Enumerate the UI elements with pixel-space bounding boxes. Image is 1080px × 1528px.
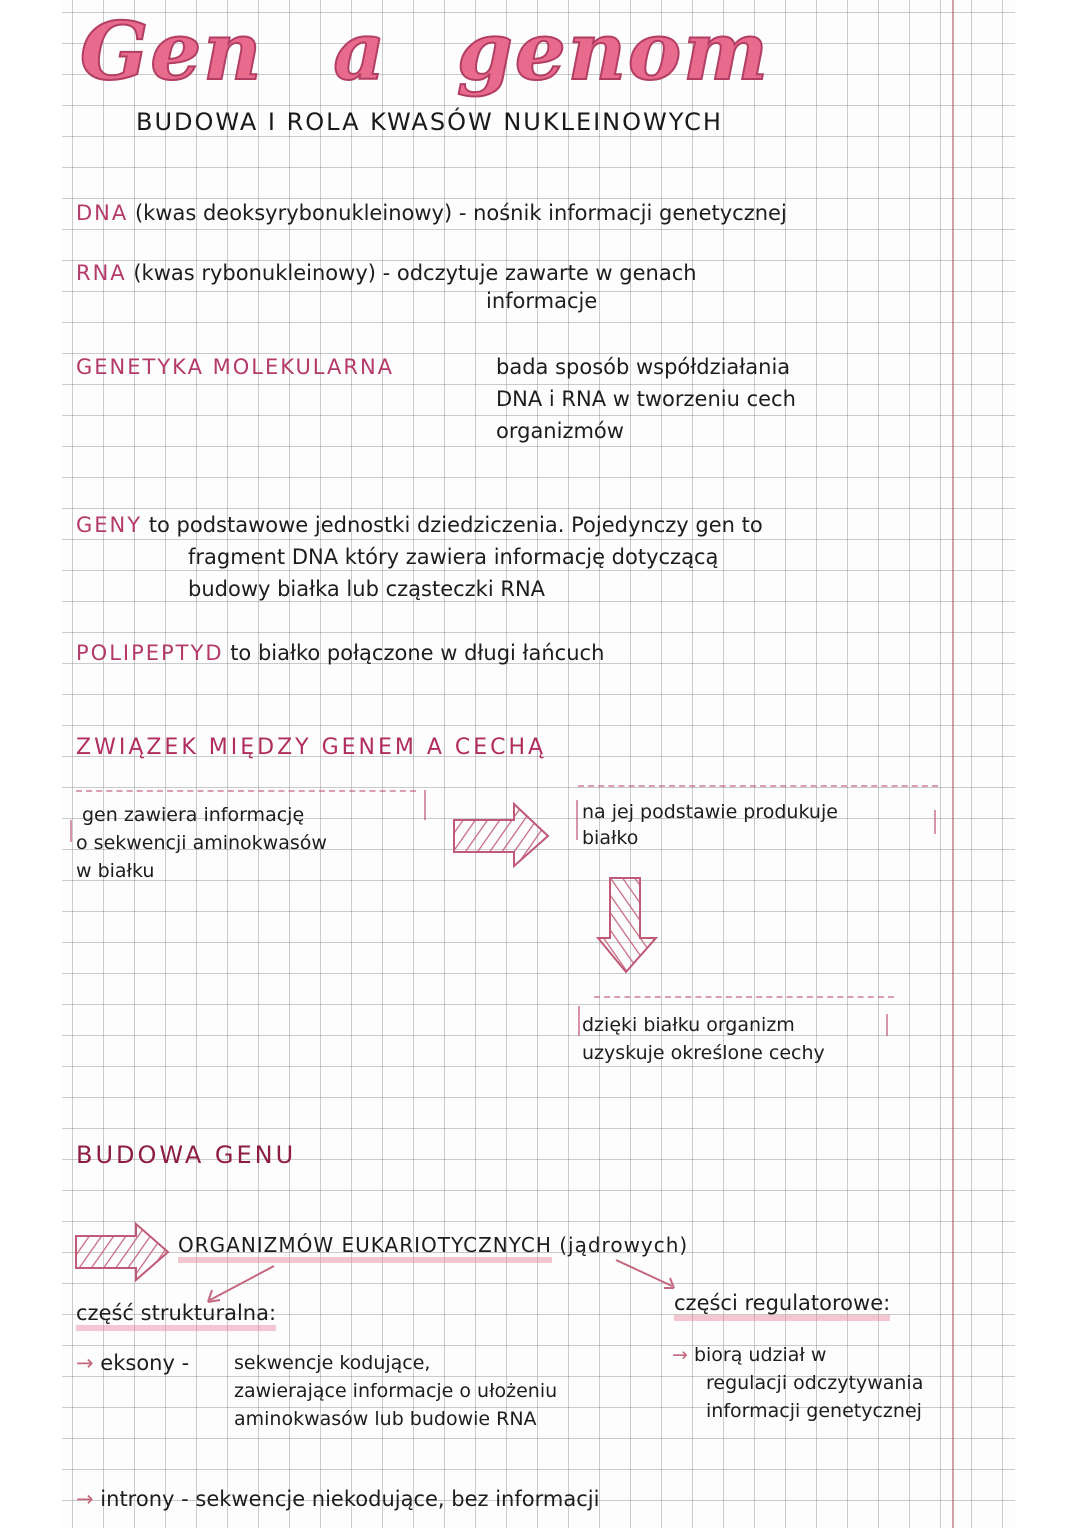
exons-term: eksony (100, 1351, 175, 1375)
geny-line2: fragment DNA który zawiera informację dotyczącą (188, 545, 719, 569)
box1-line1: gen zawiera informację (82, 804, 305, 826)
term-genetyka: GENETYKA MOLEKULARNA (76, 355, 395, 379)
regulatory-line1 (672, 1340, 826, 1371)
regulatory-line2: regulacji odczytywania (706, 1372, 924, 1394)
definition-dna-text: (kwas deoksyrybonukleinowy) - nośnik informacji genetycznej (134, 201, 787, 225)
hatched-arrow-right-icon (452, 800, 552, 870)
introns-term: introny (100, 1487, 175, 1511)
box1-line3: w białku (76, 860, 155, 882)
introns-text: sekwencje niekodujące, bez informacji (195, 1487, 600, 1511)
arrow-to-regulatory-icon (612, 1256, 682, 1296)
definition-dna (76, 198, 787, 229)
regulatory-line1-text: biorą udział w (693, 1344, 827, 1366)
flow-box-gene-info (76, 790, 416, 888)
arrow-bullet-icon: → (672, 1344, 688, 1366)
definition-polipeptyd (76, 638, 604, 669)
box2-right-bracket (934, 810, 936, 834)
term-geny: GENY (76, 513, 143, 537)
definition-rna-text: (kwas rybonukleinowy) - odczytuje zawarte w genach (133, 261, 697, 285)
definition-geny (76, 510, 763, 541)
box1-left-bracket (70, 820, 72, 842)
regulatory-line3: informacji genetycznej (706, 1400, 922, 1422)
definition-rna (76, 258, 697, 289)
page-title: Gen a genom (80, 4, 770, 98)
exons-item: → eksony - (76, 1351, 190, 1375)
box3-left-bracket (578, 1006, 580, 1036)
page-subtitle: BUDOWA I ROLA KWASÓW NUKLEINOWYCH (136, 108, 723, 136)
polipeptyd-text: to białko połączone w długi łańcuch (230, 641, 605, 665)
organisms-label: ORGANIZMÓW EUKARIOTYCZNYCH (178, 1233, 552, 1263)
arrow-bullet-icon: → (76, 1351, 94, 1375)
box1-line2: o sekwencji aminokwasów (76, 832, 327, 854)
term-polipeptyd: POLIPEPTYD (76, 641, 224, 665)
term-dna: DNA (76, 201, 129, 225)
section-heading-gene-structure: BUDOWA GENU (76, 1141, 297, 1169)
exons-line2: zawierające informacje o ułożeniu (234, 1380, 558, 1402)
structural-label-text: część strukturalna: (76, 1301, 276, 1331)
box2-line1: na jej podstawie produkuje (582, 801, 838, 823)
box1-right-bracket (424, 790, 426, 820)
geny-line1: to podstawowe jednostki dziedziczenia. Pojedynczy gen to (148, 513, 763, 537)
exons-line1: sekwencje kodujące, (234, 1352, 431, 1374)
box2-left-bracket (576, 800, 578, 840)
organisms-note: (jądrowych) (559, 1233, 689, 1257)
arrow-bullet-icon: → (76, 1487, 94, 1511)
hatched-arrow-down-icon (596, 876, 660, 976)
genetyka-line2: DNA i RNA w tworzeniu cech (496, 387, 796, 411)
geny-line3: budowy białka lub cząsteczki RNA (188, 577, 546, 601)
flow-box-protein-production (578, 785, 938, 867)
definition-rna-line2: informacje (486, 289, 598, 313)
genetyka-line3: organizmów (496, 419, 624, 443)
margin-line (952, 0, 954, 1528)
box3-right-bracket (886, 1014, 888, 1036)
regulatory-label-text: części regulatorowe: (674, 1291, 890, 1321)
genetyka-line1: bada sposób współdziałania (496, 355, 791, 379)
introns-item: → introny - sekwencje niekodujące, bez informacji (76, 1487, 600, 1511)
definition-genetyka (76, 352, 394, 383)
exons-line3: aminokwasów lub budowie RNA (234, 1408, 537, 1430)
hatched-arrow-bullet-icon (74, 1222, 174, 1282)
structural-label (76, 1298, 276, 1329)
term-rna: RNA (76, 261, 127, 285)
section-heading-gene-trait: ZWIĄZEK MIĘDZY GENEM A CECHĄ (76, 735, 547, 760)
box3-line1: dzięki białku organizm (582, 1014, 795, 1036)
flow-box-traits (582, 996, 894, 1078)
regulatory-label (674, 1288, 890, 1319)
box2-line2: białko (582, 827, 639, 849)
box3-line2: uzyskuje określone cechy (582, 1042, 825, 1064)
